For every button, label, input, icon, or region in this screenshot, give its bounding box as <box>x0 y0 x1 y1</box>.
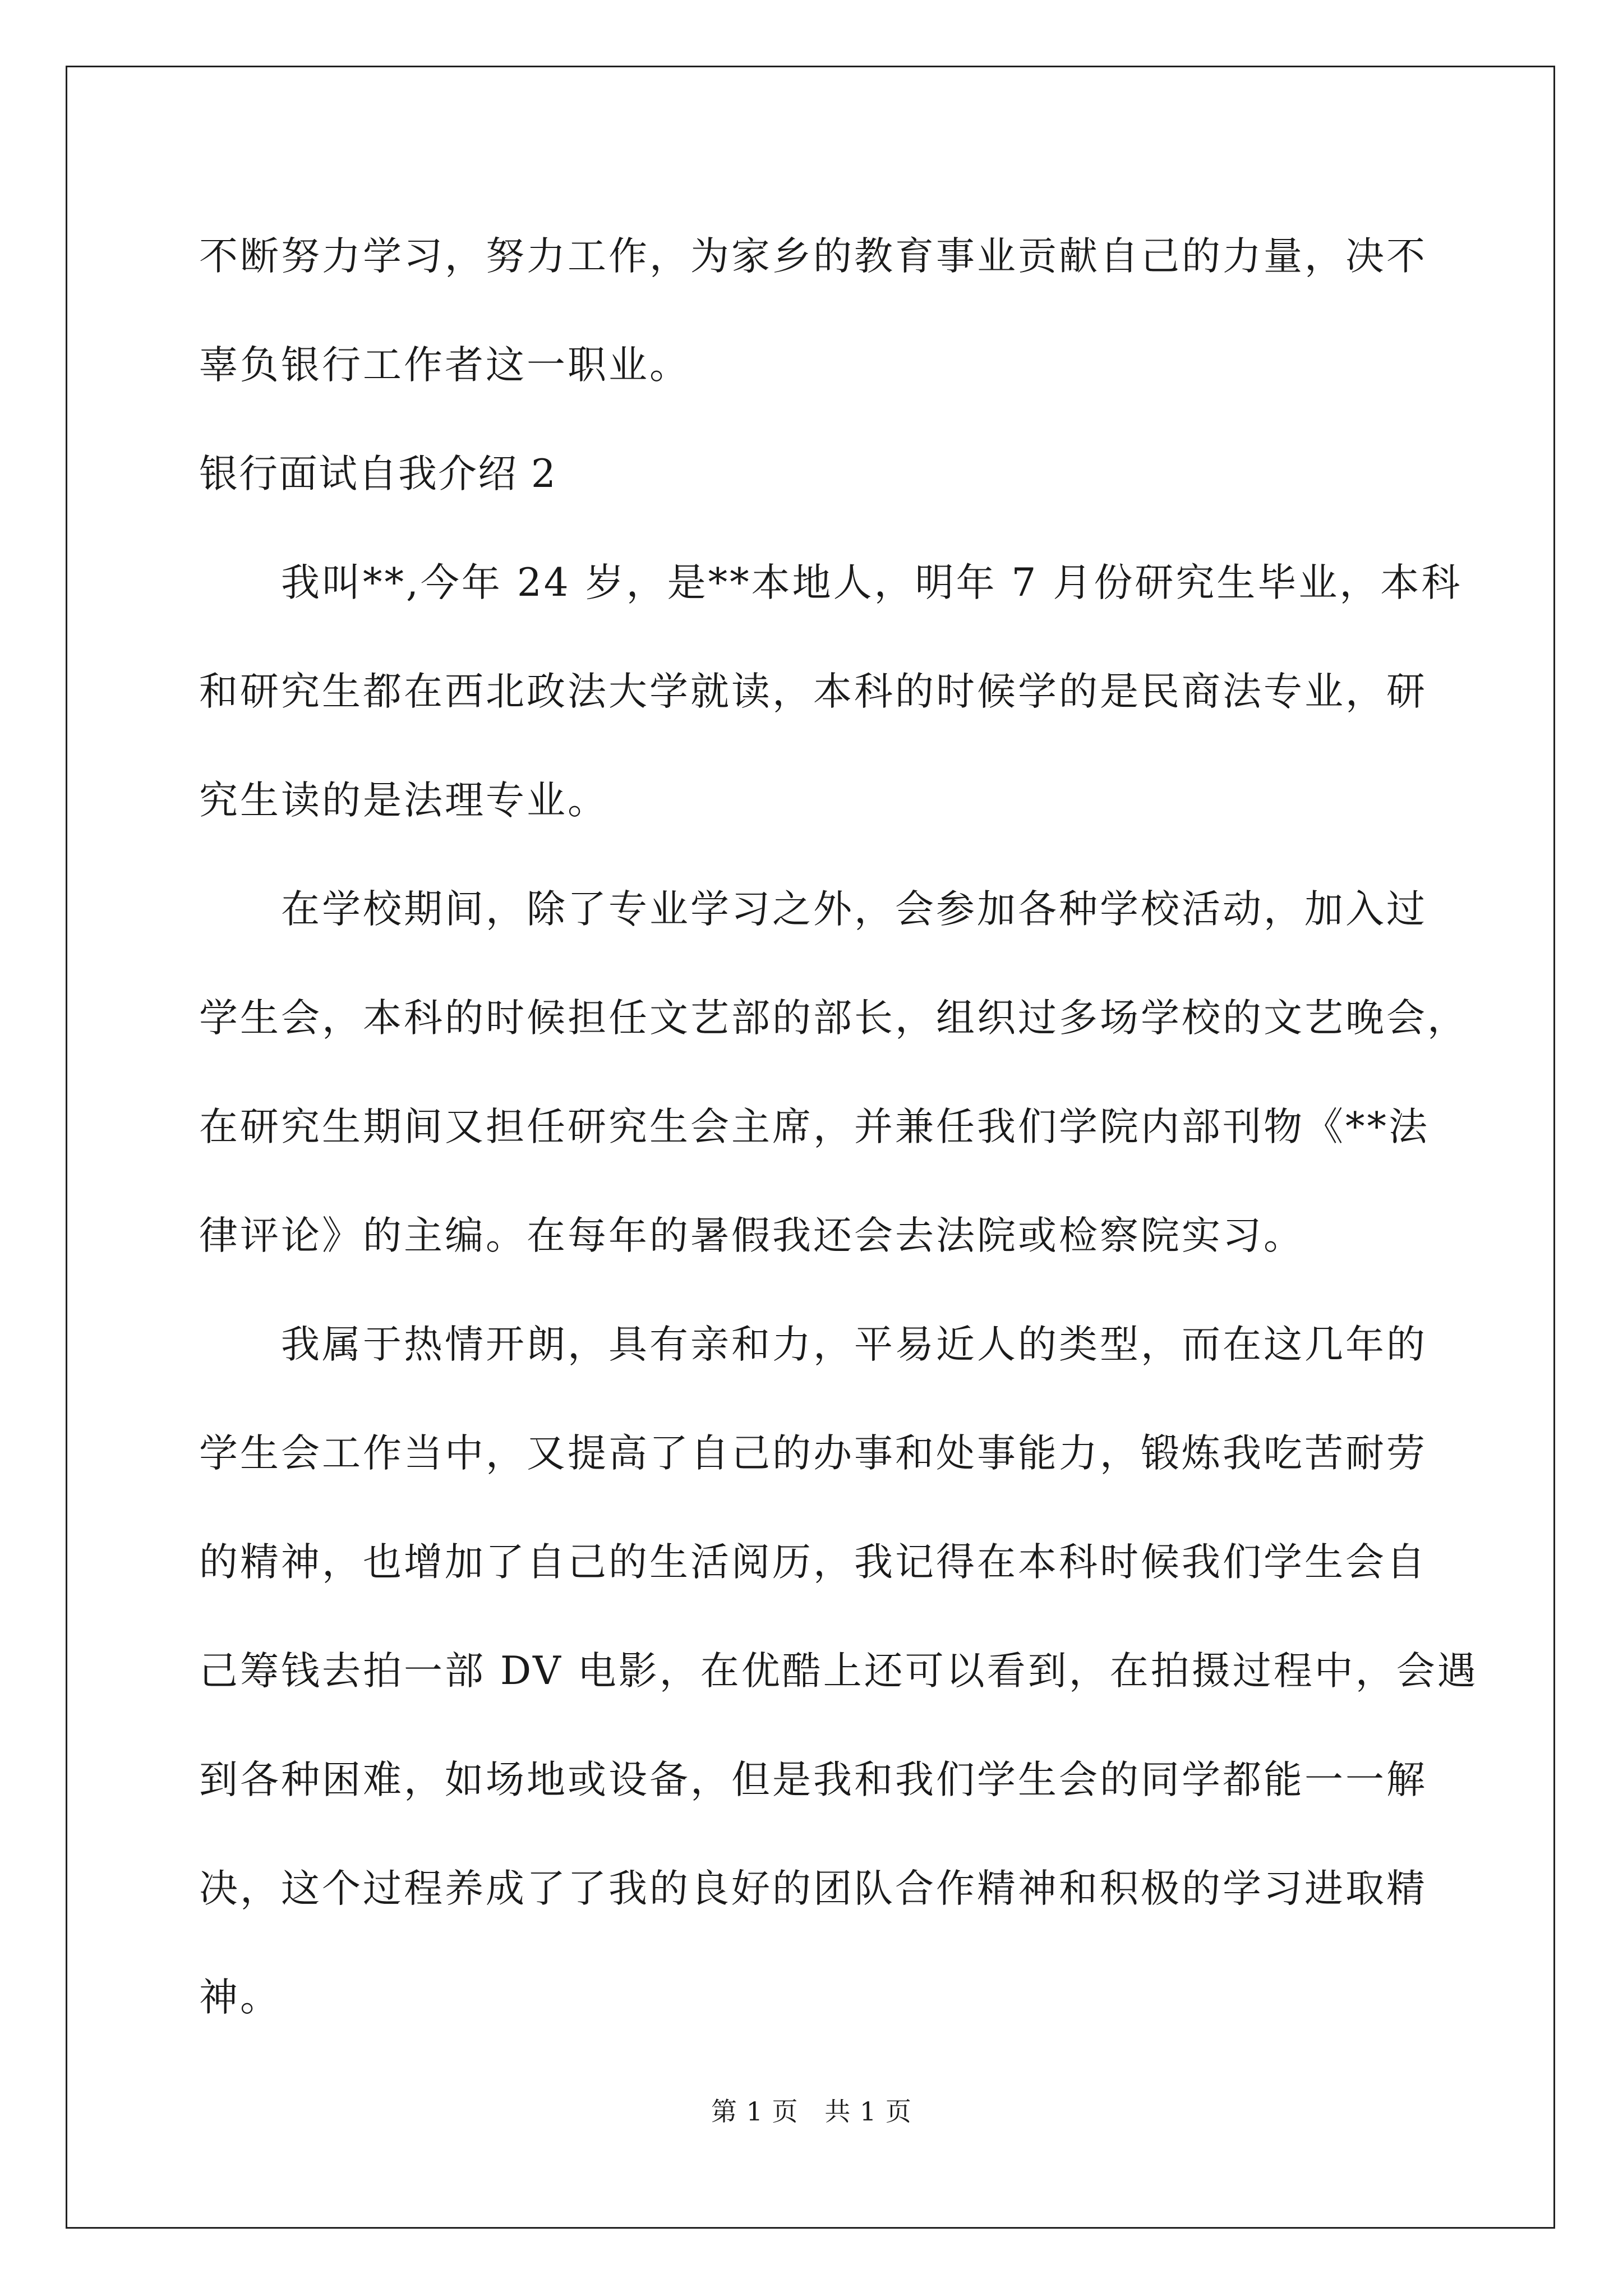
paragraph-first-line: 我叫**,今年 24 岁，是**本地人，明年 7 月份研究生毕业，本科 <box>281 560 1463 605</box>
text-line: 学生会，本科的时候担任文艺部的部长，组织过多场学校的文艺晚会， <box>199 996 1468 1041</box>
paragraph-first-line: 在学校期间，除了专业学习之外，会参加各种学校活动，加入过 <box>281 887 1427 932</box>
paragraph-first-line: 我属于热情开朗，具有亲和力，平易近人的类型，而在这几年的 <box>281 1322 1427 1367</box>
section-heading: 银行面试自我介绍 2 <box>199 452 557 496</box>
text-line: 决，这个过程养成了了我的良好的团队合作精神和积极的学习进取精 <box>199 1866 1427 1911</box>
text-line: 神。 <box>199 1975 281 2020</box>
text-line: 在研究生期间又担任研究生会主席，并兼任我们学院内部刊物《**法 <box>199 1105 1430 1149</box>
text-line: 学生会工作当中，又提高了自己的办事和处事能力，锻炼我吃苦耐劳 <box>199 1431 1427 1476</box>
document-body <box>199 202 1478 2052</box>
text-line: 不断努力学习，努力工作，为家乡的教育事业贡献自己的力量，决不 <box>199 234 1427 279</box>
text-line: 到各种困难，如场地或设备，但是我和我们学生会的同学都能一一解 <box>199 1757 1427 1802</box>
text-line: 律评论》的主编。在每年的暑假我还会去法院或检察院实习。 <box>199 1213 1304 1258</box>
text-line: 辜负银行工作者这一职业。 <box>199 343 690 388</box>
text-line: 己筹钱去拍一部 DV 电影，在优酷上还可以看到，在拍摄过程中，会遇 <box>199 1649 1478 1694</box>
text-line: 的精神，也增加了自己的生活阅历，我记得在本科时候我们学生会自 <box>199 1540 1427 1585</box>
text-line: 究生读的是法理专业。 <box>199 778 608 823</box>
page-number-footer: 第 1 页 共 1 页 <box>711 2096 912 2127</box>
text-line: 和研究生都在西北政法大学就读，本科的时候学的是民商法专业，研 <box>199 669 1427 714</box>
